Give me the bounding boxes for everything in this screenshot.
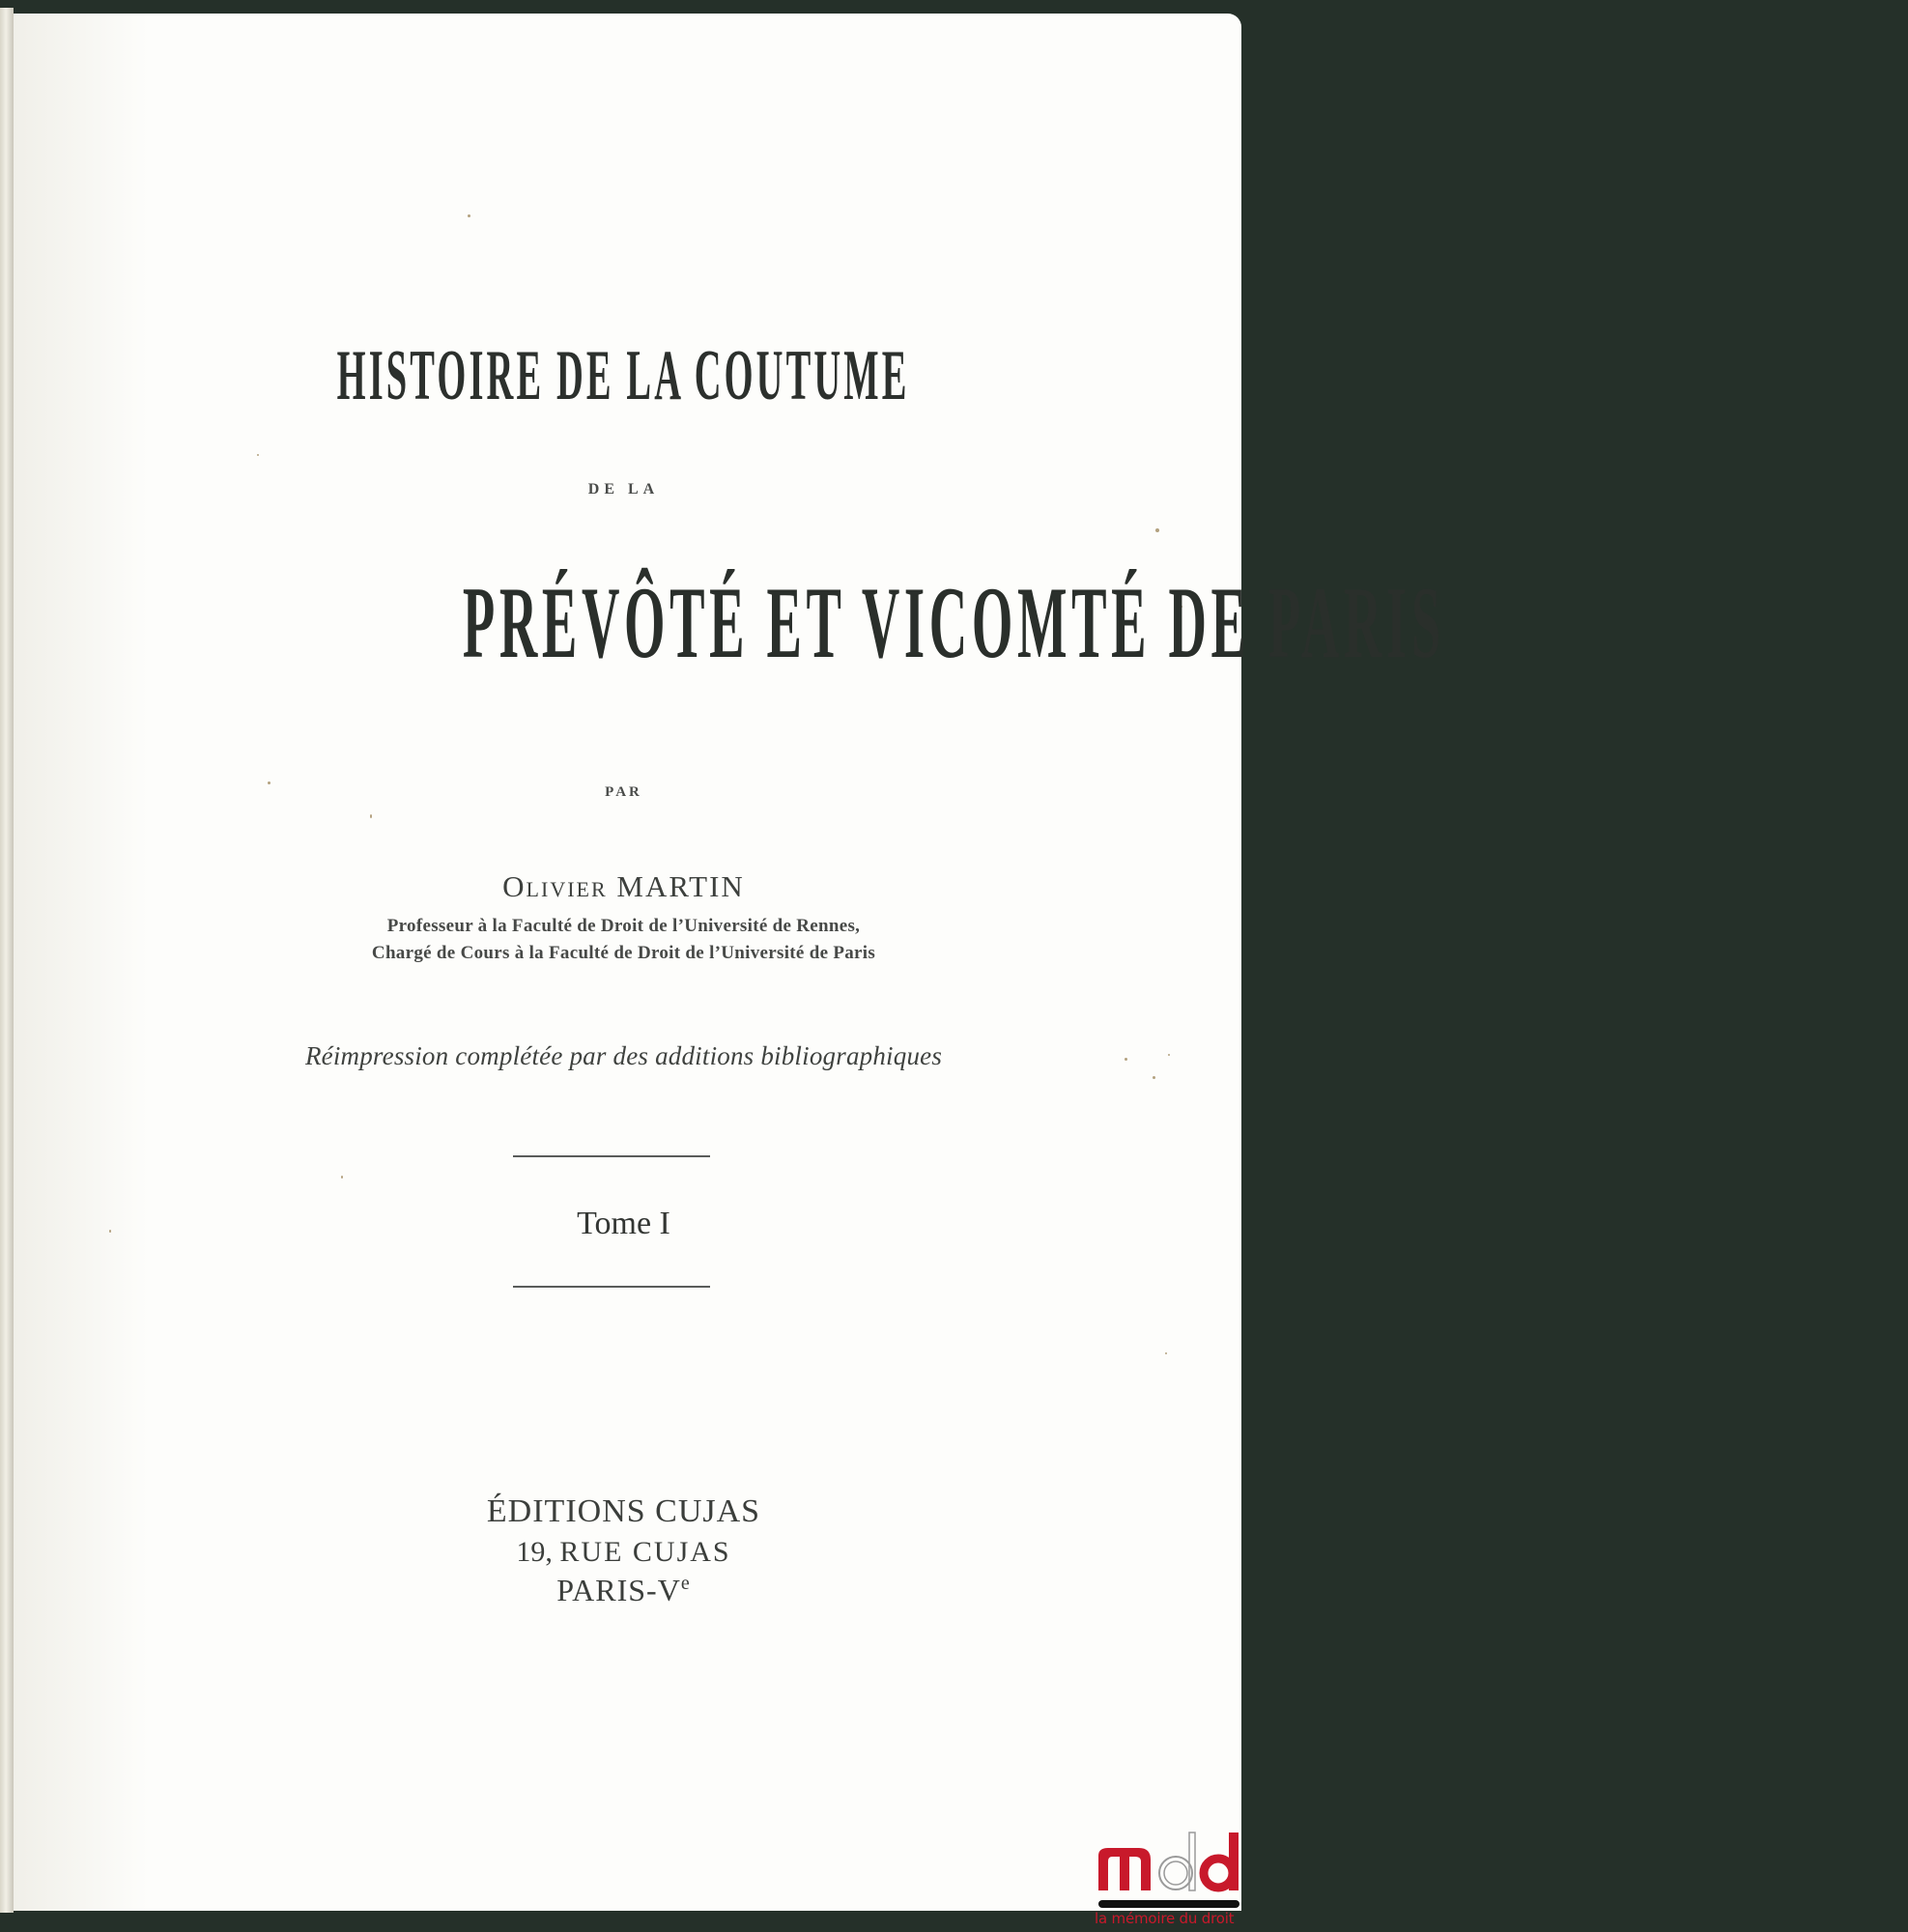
mdd-logo-icon: [1095, 1829, 1241, 1892]
title-line-2-text: PRÉVÔTÉ ET VICOMTÉ DE PARIS: [462, 566, 1445, 679]
publisher-city-superscript: e: [680, 1573, 691, 1594]
paper-speck: [1155, 528, 1159, 532]
title-line-1-text: HISTOIRE DE LA COUTUME: [337, 336, 910, 415]
paper-speck: [370, 814, 372, 818]
paper-speck: [468, 214, 470, 217]
volume-label: Tome I: [577, 1206, 670, 1241]
author-affiliation-1: Professeur à la Faculté de Droit de l’Université de Rennes,: [386, 916, 861, 936]
author-first-name: Olivier: [502, 869, 608, 903]
title-line-1: [0, 336, 1247, 415]
divider-rule-top: [513, 1155, 710, 1157]
author-name: [0, 869, 1247, 904]
publisher-city-name: PARIS-V: [556, 1573, 681, 1607]
author-affiliation-2: Chargé de Cours à la Faculté de Droit de l’Université de Paris: [371, 943, 876, 963]
edition-note: Réimpression complétée par des additions bibliographiques: [304, 1041, 943, 1070]
paper-speck: [257, 454, 259, 456]
publisher-street: RUE CUJAS: [559, 1536, 731, 1568]
paper-speck: [341, 1176, 343, 1179]
mdd-watermark-logo: [1095, 1829, 1241, 1932]
paper-speck: [1165, 1352, 1167, 1354]
logo-underline-bar: [1098, 1900, 1239, 1908]
divider-rule-bottom: [513, 1286, 710, 1288]
publisher-name: ÉDITIONS CUJAS: [486, 1493, 761, 1529]
publisher-street-number: 19,: [516, 1536, 553, 1568]
author-last-name: MARTIN: [616, 869, 745, 903]
by-label: PAR: [605, 784, 642, 800]
logo-tagline: la mémoire du droit: [1095, 1910, 1235, 1927]
paper-speck: [1153, 1076, 1155, 1079]
publisher-city: [0, 1573, 1247, 1608]
title-connector: DE LA: [587, 481, 660, 497]
title-line-2: [0, 566, 1445, 679]
publisher-address: [0, 1536, 1247, 1569]
